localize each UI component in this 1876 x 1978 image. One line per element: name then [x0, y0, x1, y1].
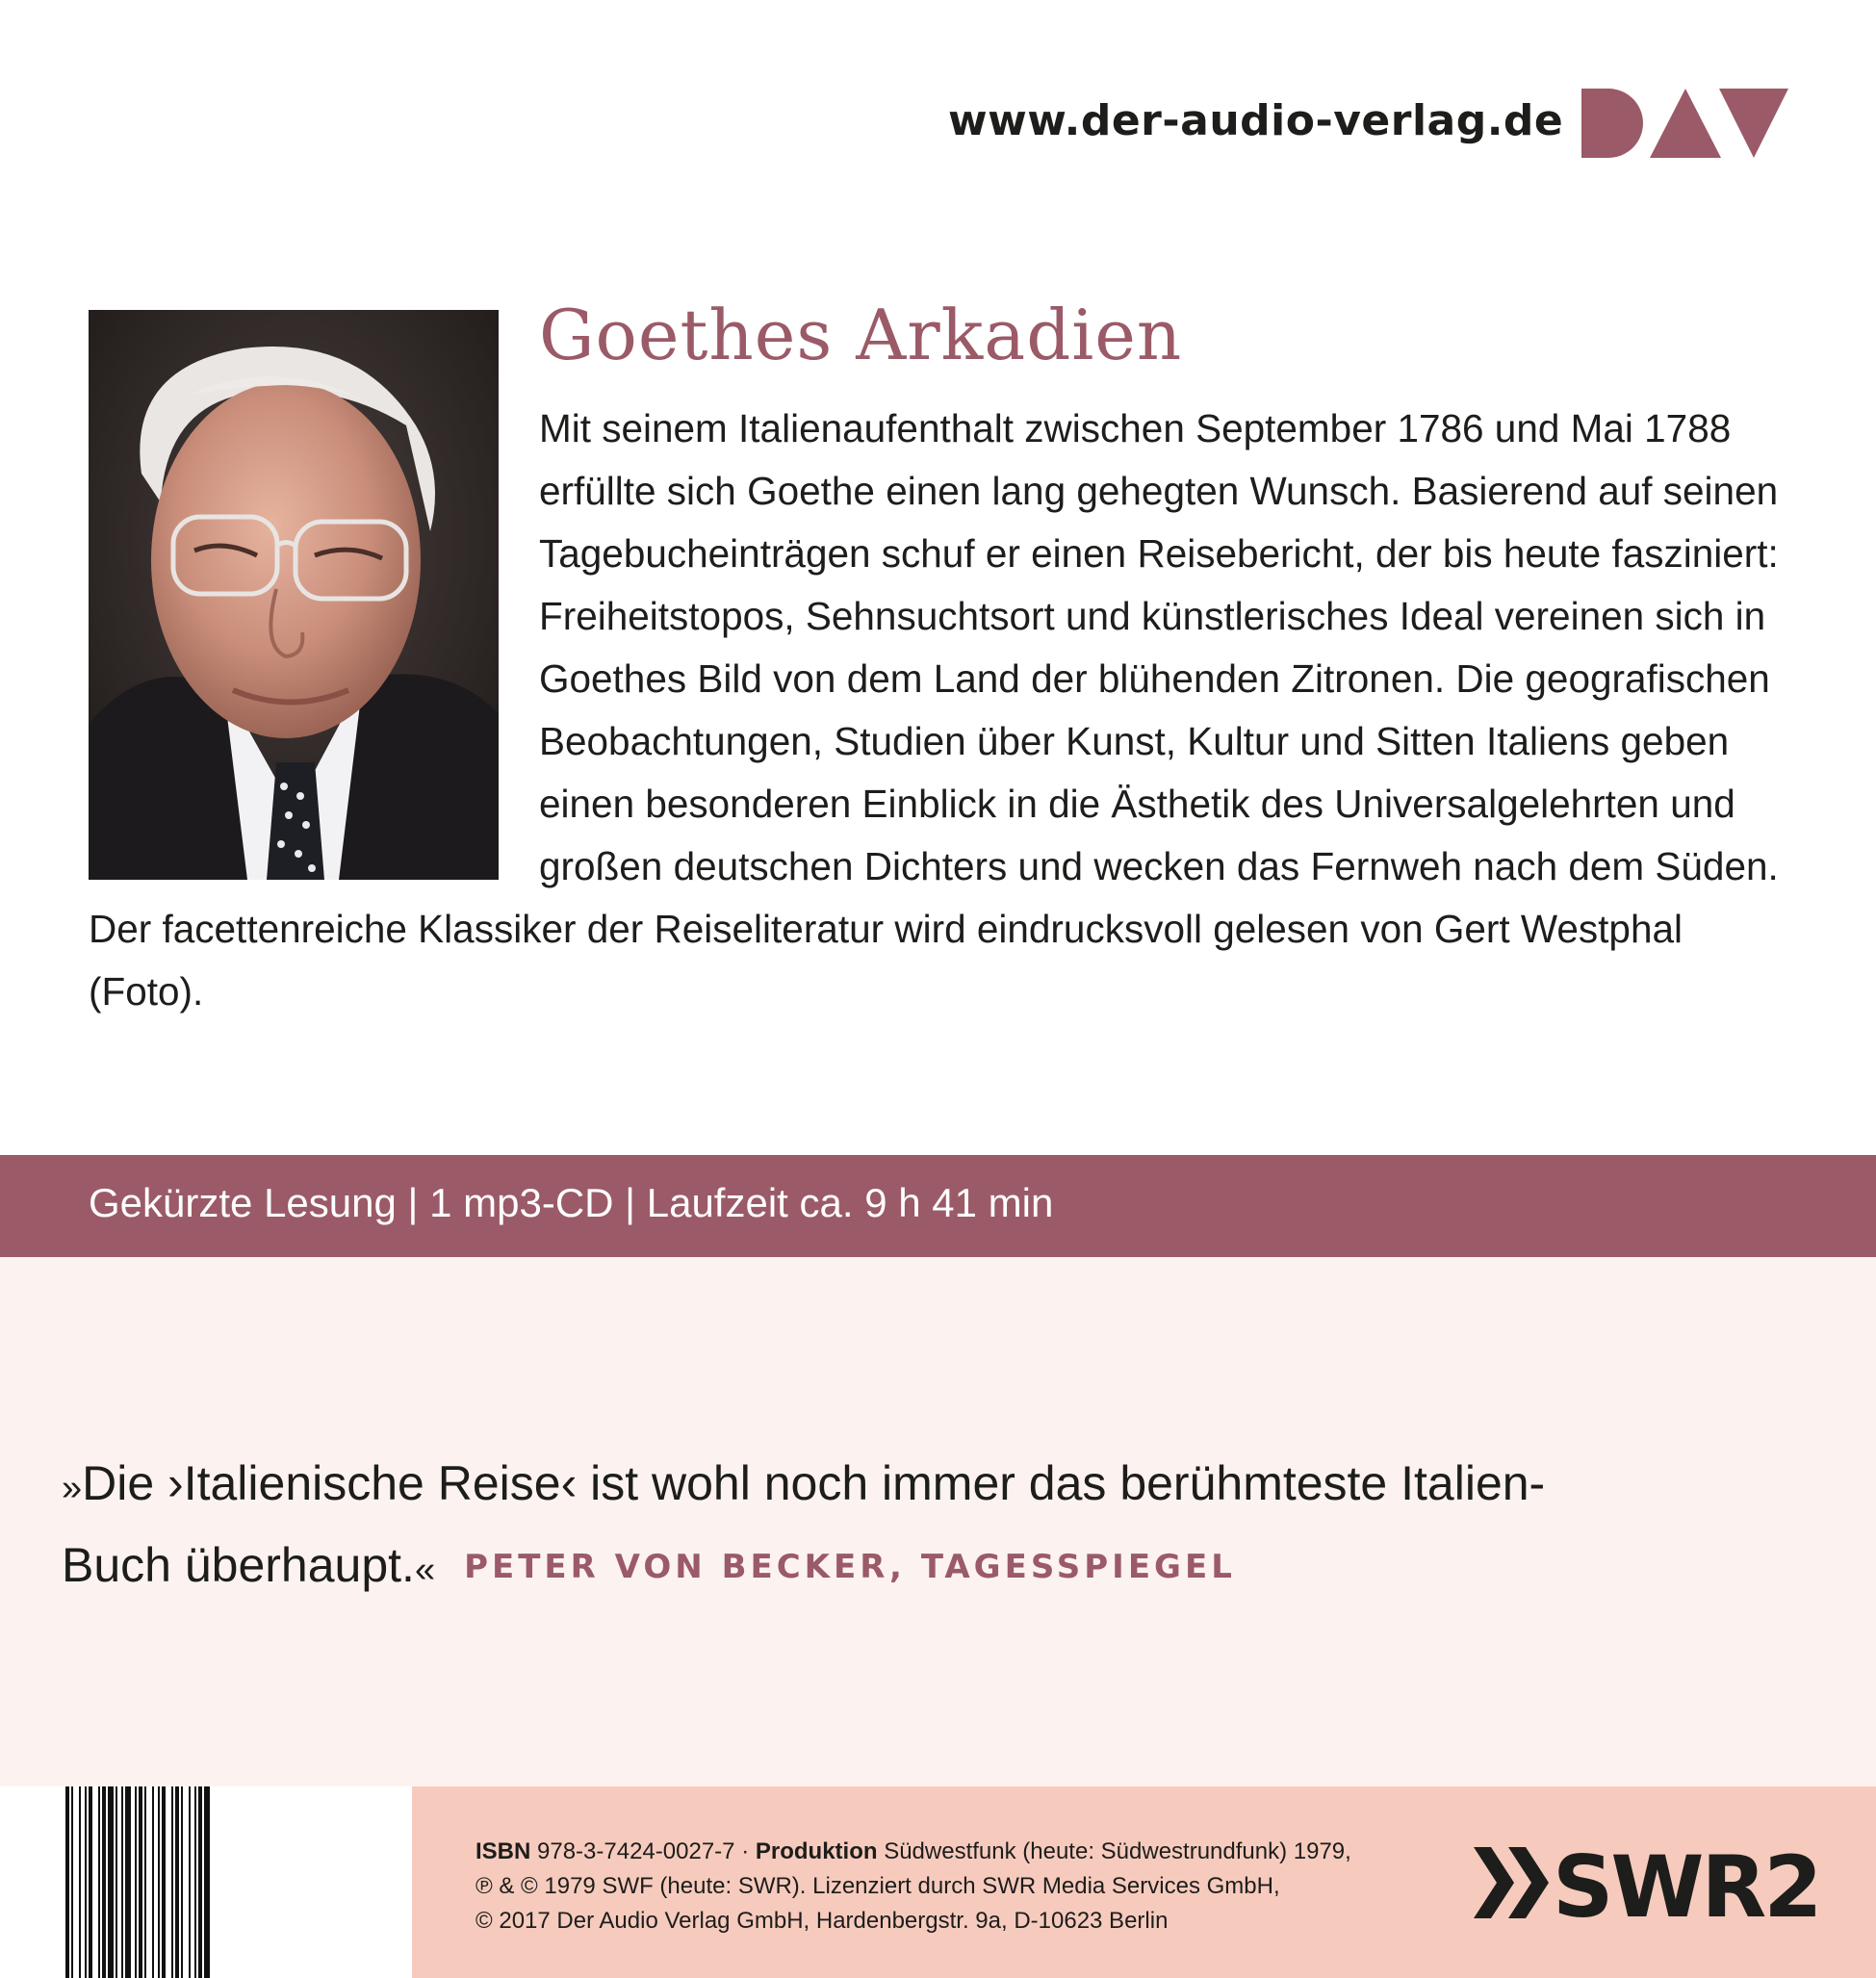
barcode-area	[0, 1786, 412, 1978]
portrait-text-wrap-spacer	[89, 398, 539, 898]
review-close-quote: «	[414, 1550, 436, 1590]
barcode-bar	[116, 1786, 117, 1978]
dav-logo-letter-d	[1581, 89, 1643, 158]
barcode-bar	[162, 1786, 166, 1978]
barcode-bar	[152, 1786, 154, 1978]
dav-logo-letter-v	[1719, 89, 1788, 158]
copyright-line-publisher: © 2017 Der Audio Verlag GmbH, Hardenbergstr. 9a, D-10623 Berlin	[475, 1908, 1169, 1934]
barcode-bar	[198, 1786, 202, 1978]
review-source: PETER VON BECKER, TAGESSPIEGEL	[464, 1548, 1236, 1586]
legal-separator: ·	[741, 1838, 750, 1864]
copyright-line-phonogram: ℗ & © 1979 SWF (heute: SWR). Lizenziert durch SWR Media Services GmbH,	[475, 1873, 1280, 1899]
isbn-label: ISBN	[475, 1838, 531, 1864]
swr2-logo-chevron-1	[1474, 1847, 1514, 1918]
barcode-bar	[139, 1786, 142, 1978]
swr2-logo	[1474, 1837, 1820, 1937]
legal-footer	[412, 1786, 1876, 1978]
dav-logo-letter-a	[1650, 89, 1721, 158]
book-description-text: Mit seinem Italienaufenthalt zwischen September 1786 und Mai 1788 erfüllte sich Goethe einen lang gehegten Wunsch. Basierend auf seinen Tagebucheinträgen schuf er einen Reisebericht, der bis heute fasziniert: Freiheitstopos, Sehnsuchtsort und künstlerisches Ideal vereinen sich in Goethes Bild von dem Land der blühenden Zitronen. Die geografischen Beobachtungen, Studien über Kunst, Kultur und Sitten Italiens geben einen besonderen Einblick in die Ästhetik des Universalgelehrten und großen deutschen Dichters und wecken das Fernweh nach dem Süden. Der facettenreiche Klassiker der Reiseliteratur wird eindrucksvoll gelesen von Gert Westphal (Foto).	[89, 406, 1779, 1014]
barcode-bar	[204, 1786, 210, 1978]
isbn-number: 978-3-7424-0027-7	[537, 1838, 735, 1864]
barcode-bar	[79, 1786, 81, 1978]
specs-band	[0, 1155, 1876, 1257]
swr2-logo-chevron-2	[1508, 1847, 1549, 1918]
review-open-quote: »	[62, 1468, 83, 1508]
dav-logo	[1581, 89, 1788, 158]
barcode-bar	[181, 1786, 183, 1978]
barcode-bar	[85, 1786, 87, 1978]
barcode-bar	[171, 1786, 173, 1978]
book-description	[89, 398, 1802, 1023]
barcode-bar	[65, 1786, 69, 1978]
book-title: Goethes Arkadien	[539, 295, 1183, 375]
publisher-website[interactable]: www.der-audio-verlag.de	[948, 96, 1564, 145]
review-quote	[62, 1445, 1602, 1608]
barcode-bar	[108, 1786, 114, 1978]
review-section	[0, 1257, 1876, 1786]
production-text: Südwestfunk (heute: Südwestrundfunk) 1979,	[884, 1838, 1351, 1864]
barcode-bar	[98, 1786, 100, 1978]
barcode-bar	[158, 1786, 160, 1978]
swr2-logo-text: SWR2	[1553, 1837, 1820, 1937]
legal-text	[475, 1835, 1438, 1939]
barcode-bar	[125, 1786, 131, 1978]
barcode-bar	[102, 1786, 106, 1978]
barcode-bar	[194, 1786, 196, 1978]
barcode-bar	[89, 1786, 92, 1978]
barcode-bar	[135, 1786, 137, 1978]
barcode	[65, 1786, 350, 1978]
production-label: Produktion	[755, 1838, 878, 1864]
barcode-bar	[121, 1786, 123, 1978]
barcode-bar	[189, 1786, 191, 1978]
barcode-bar	[144, 1786, 146, 1978]
barcode-bar	[71, 1786, 73, 1978]
product-specs: Gekürzte Lesung | 1 mp3-CD | Laufzeit ca. 9 h 41 min	[89, 1180, 1054, 1225]
review-text: Die ›Italienische Reise‹ ist wohl noch immer das berühmteste Italien-Buch überhaupt.	[62, 1456, 1546, 1592]
barcode-bar	[175, 1786, 179, 1978]
